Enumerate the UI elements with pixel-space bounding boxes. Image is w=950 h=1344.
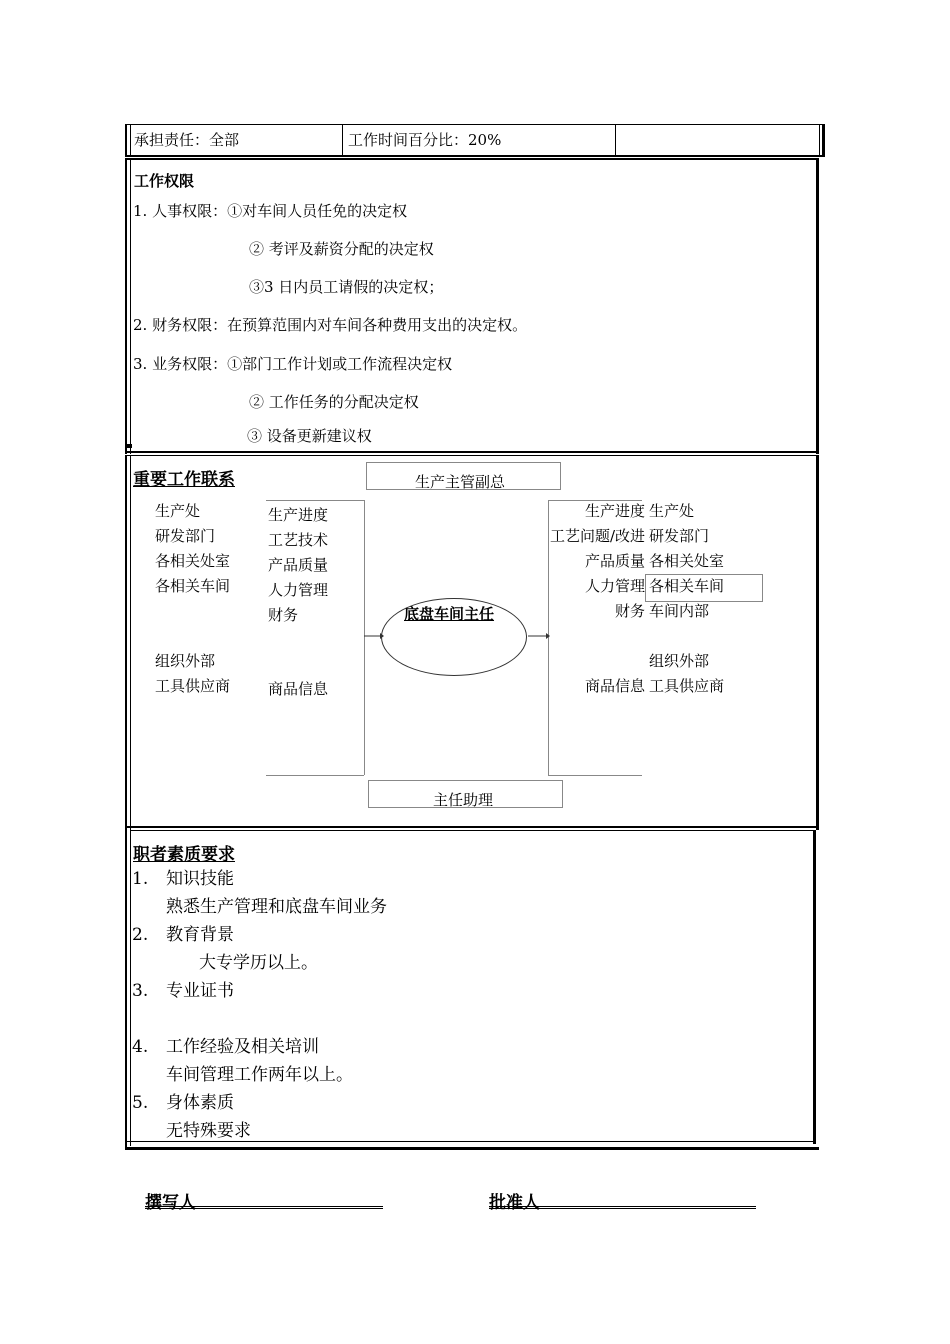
left-item-3: 产品质量 [268, 556, 329, 574]
center-label: 底盘车间主任 [404, 605, 495, 623]
authority-line-4: 2. 财务权限：在预算范围内对车间各种费用支出的决定权。 [133, 316, 528, 334]
arrow-from-center [528, 630, 550, 642]
qual-label-4: 工作经验及相关培训 [166, 1037, 319, 1057]
authority-line-7: ③ 设备更新建议权 [247, 427, 372, 445]
right-target-6: 组织外部 [649, 652, 710, 670]
left-source-5: 组织外部 [155, 652, 216, 670]
qual-label-1: 知识技能 [166, 869, 234, 889]
right-target-4: 各相关车间 [649, 577, 725, 595]
authority-line-6: ② 工作任务的分配决定权 [249, 393, 419, 411]
top-box-label: 生产主管副总 [415, 473, 506, 490]
qual-label-3: 专业证书 [166, 981, 234, 1001]
authority-line-3: ③3 日内员工请假的决定权； [249, 278, 444, 296]
top-box [366, 462, 561, 490]
right-bracket-top [548, 500, 642, 501]
approver-signature-line[interactable] [489, 1206, 756, 1209]
approver-label: 批准人 [489, 1193, 540, 1213]
time-percent-cell: 工作时间百分比：20% [348, 131, 502, 149]
right-item-5: 财务 [614, 602, 645, 620]
right-item-6: 商品信息 [584, 677, 645, 695]
left-bracket-bottom [266, 775, 364, 776]
authority-line-1: 1. 人事权限：①对车间人员任免的决定权 [133, 202, 408, 220]
qual-detail-1: 熟悉生产管理和底盘车间业务 [166, 897, 387, 917]
authority-line-5: 3. 业务权限：①部门工作计划或工作流程决定权 [133, 355, 453, 373]
left-item-4: 人力管理 [268, 581, 329, 599]
right-target-2: 研发部门 [649, 527, 710, 545]
left-source-1: 生产处 [155, 502, 201, 520]
authority-title: 工作权限 [134, 172, 195, 190]
right-target-1: 生产处 [649, 502, 695, 520]
qual-num-4: 4. [132, 1037, 149, 1057]
qual-num-5: 5. [132, 1093, 149, 1113]
qualification-title: 职者素质要求 [133, 845, 235, 865]
right-bracket-bottom [548, 775, 642, 776]
left-bracket-top [266, 500, 364, 501]
right-item-4: 人力管理 [584, 577, 645, 595]
left-source-3: 各相关处室 [155, 552, 231, 570]
qual-label-2: 教育背景 [166, 925, 234, 945]
qual-detail-4: 车间管理工作两年以上。 [166, 1065, 353, 1085]
left-item-2: 工艺技术 [268, 531, 329, 549]
right-item-3: 产品质量 [584, 552, 645, 570]
right-target-3: 各相关处室 [649, 552, 725, 570]
qual-num-1: 1. [132, 869, 149, 889]
qual-detail-5: 无特殊要求 [166, 1121, 251, 1141]
right-target-7: 工具供应商 [649, 677, 725, 695]
qual-label-5: 身体素质 [166, 1093, 234, 1113]
relations-title: 重要工作联系 [133, 470, 235, 490]
left-item-1: 生产进度 [268, 506, 329, 524]
writer-signature-line[interactable] [145, 1206, 383, 1209]
writer-label: 撰写人 [145, 1193, 196, 1213]
bottom-box-label: 主任助理 [433, 791, 494, 808]
left-source-4: 各相关车间 [155, 577, 231, 595]
right-item-2: 工艺问题/改进 [549, 527, 645, 545]
left-item-6: 商品信息 [268, 680, 329, 698]
qual-num-3: 3. [132, 981, 149, 1001]
qual-num-2: 2. [132, 925, 149, 945]
right-item-1: 生产进度 [584, 502, 645, 520]
left-source-2: 研发部门 [155, 527, 216, 545]
authority-line-2: ② 考评及薪资分配的决定权 [249, 240, 434, 258]
responsibility-cell: 承担责任：全部 [134, 131, 240, 149]
bottom-box [368, 780, 563, 808]
qual-detail-2: 大专学历以上。 [199, 953, 318, 973]
left-source-6: 工具供应商 [155, 677, 231, 695]
right-target-5: 车间内部 [649, 602, 710, 620]
left-item-5: 财务 [268, 606, 299, 624]
